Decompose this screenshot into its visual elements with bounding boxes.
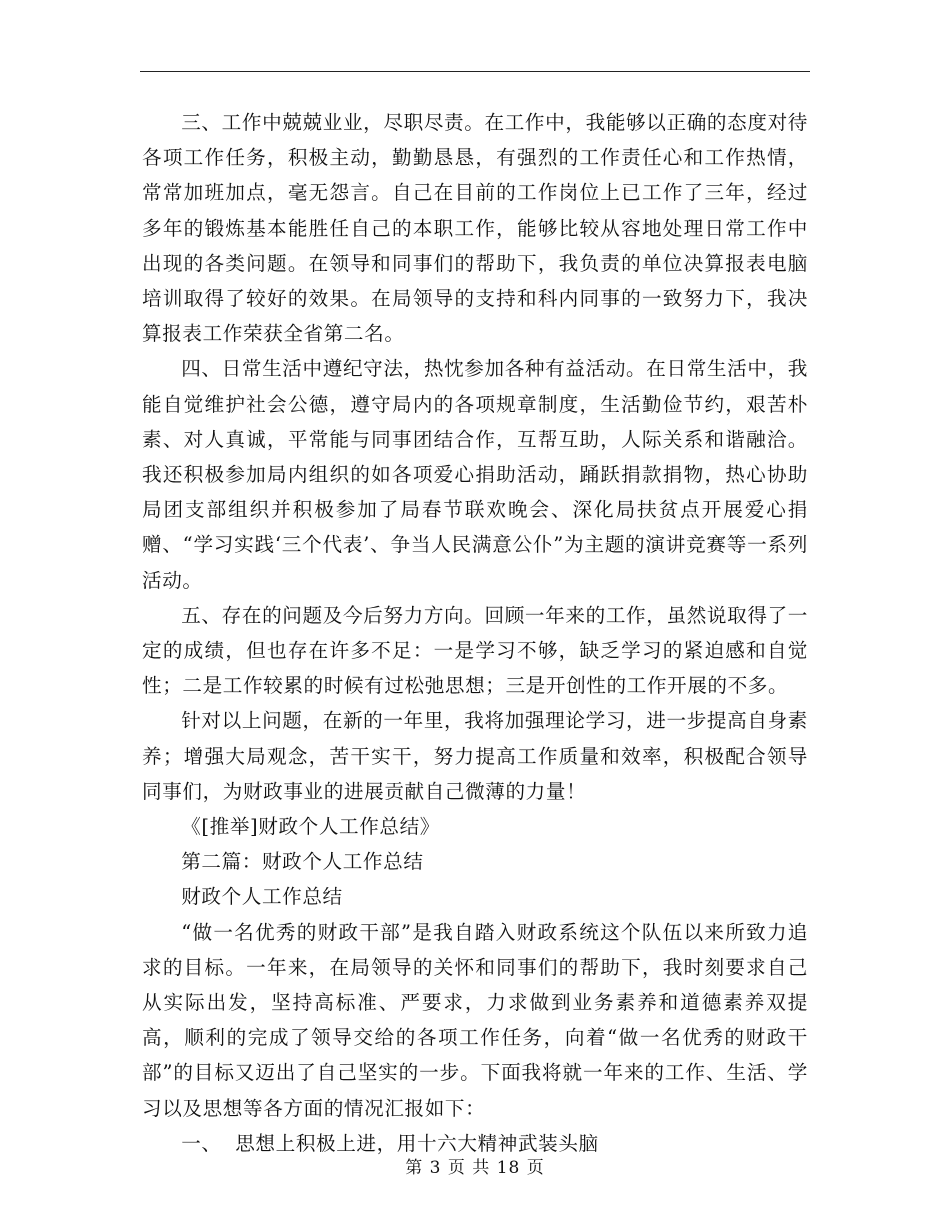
- page-number: 第 3 页 共 18 页: [405, 1158, 545, 1178]
- paragraph-section-five: 五、存在的问题及今后努力方向。回顾一年来的工作，虽然说取得了一定的成绩，但也存在许多不足：一是学习不够，缺乏学习的紧迫感和自觉性；二是工作较累的时候有过松弛思想；三是开创性的工作开展的不多。: [142, 603, 808, 698]
- article-title: 财政个人工作总结: [181, 885, 343, 909]
- chapter-heading: 第二篇：财政个人工作总结: [181, 850, 424, 874]
- section-heading-one: 一、 思想上积极上进，用十六大精神武装头脑: [181, 1131, 599, 1155]
- paragraph-section-three: 三、工作中兢兢业业，尽职尽责。在工作中，我能够以正确的态度对待各项工作任务，积极主动，勤勤恳恳，有强烈的工作责任心和工作热情，常常加班加点，毫无怨言。自己在目前的工作岗位上已工作了三年，经过多年的锻炼基本能胜任自己的本职工作，能够比较从容地处理日常工作中出现的各类问题。在领导和同事们的帮助下，我负责的单位决算报表电脑培训取得了较好的效果。在局领导的支持和科内同事的一致努力下，我决算报表工作荣获全省第二名。: [142, 111, 808, 346]
- paragraph-improvement-plan: 针对以上问题，在新的一年里，我将加强理论学习，进一步提高自身素养；增强大局观念，苦干实干，努力提高工作质量和效率，积极配合领导同事们，为财政事业的进展贡献自己微薄的力量！: [142, 709, 808, 803]
- header-rule: [140, 71, 810, 72]
- document-title-recommend: 《[推举]财政个人工作总结》: [181, 815, 441, 839]
- document-body: [142, 105, 808, 1161]
- paragraph-section-four: 四、日常生活中遵纪守法，热忱参加各种有益活动。在日常生活中，我能自觉维护社会公德，遵守局内的各项规章制度，生活勤俭节约，艰苦朴素、对人真诚，平常能与同事团结合作，互帮互助，人际关系和谐融洽。我还积极参加局内组织的如各项爱心捐助活动，踊跃捐款捐物，热心协助局团支部组织并积极参加了局春节联欢晚会、深化局扶贫点开展爱心捐赠、“学习实践‘三个代表’、争当人民满意公仆”为主题的演讲竞赛等一系列活动。: [142, 357, 808, 592]
- paragraph-introduction: “做一名优秀的财政干部”是我自踏入财政系统这个队伍以来所致力追求的目标。一年来，在局领导的关怀和同事们的帮助下，我时刻要求自己从实际出发，坚持高标准、严要求，力求做到业务素养和道德素养双提高，顺利的完成了领导交给的各项工作任务，向着“做一名优秀的财政干部”的目标又迈出了自己坚实的一步。下面我将就一年来的工作、生活、学习以及思想等各方面的情况汇报如下：: [142, 920, 808, 1120]
